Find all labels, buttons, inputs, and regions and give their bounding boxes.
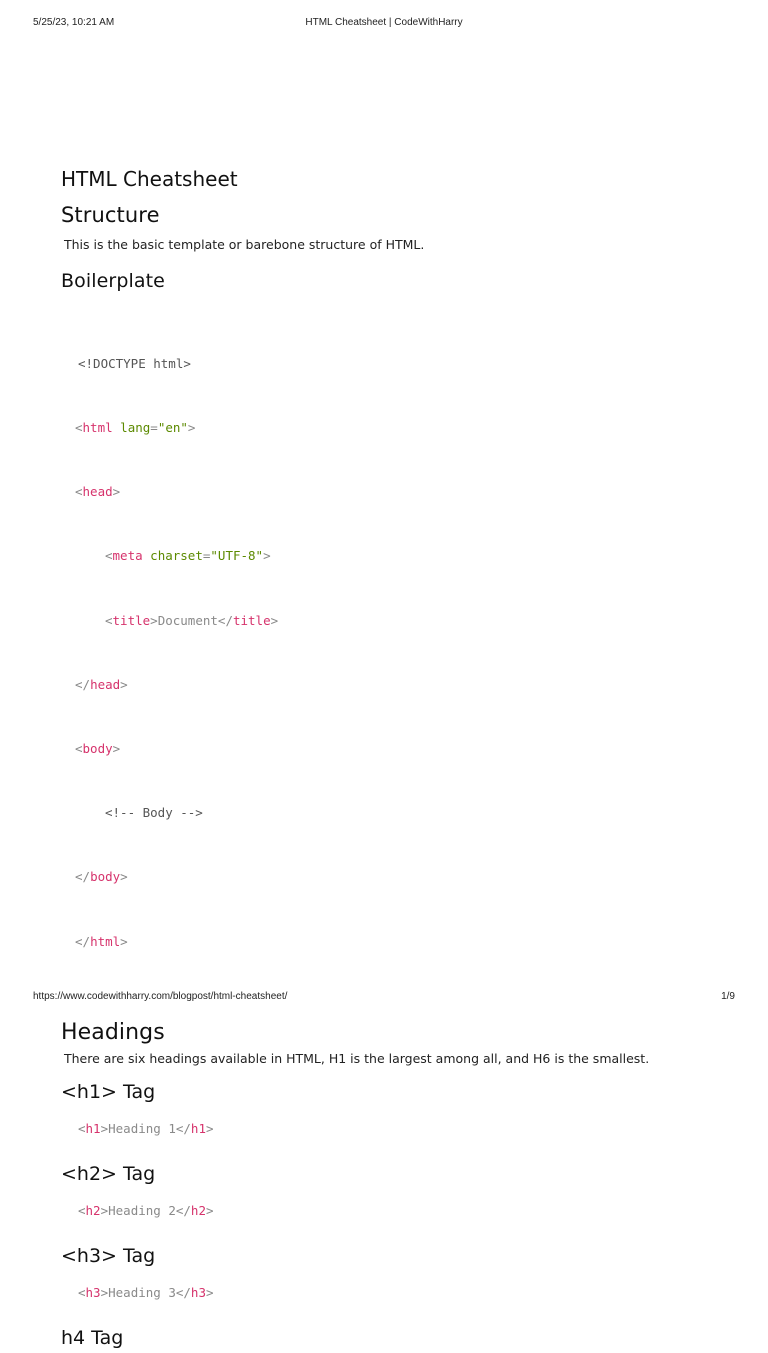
code-tag: html [82, 420, 113, 436]
print-page-title: HTML Cheatsheet | CodeWithHarry [305, 17, 463, 28]
code-attr-value: "UTF-8" [210, 548, 264, 564]
h2-code-example: <h2>Heading 2</h2> [78, 1202, 214, 1218]
structure-description: This is the basic template or barebone structure of HTML. [64, 237, 425, 252]
boilerplate-heading: Boilerplate [61, 270, 165, 292]
code-tag: title [112, 612, 151, 628]
h1-tag-heading: <h1> Tag [61, 1080, 156, 1103]
code-text: Heading 1 [108, 1120, 176, 1136]
code-tag: h3 [85, 1284, 101, 1300]
h2-tag-heading: <h2> Tag [61, 1162, 156, 1185]
code-text: Heading 2 [108, 1202, 176, 1218]
code-text: Heading 3 [108, 1284, 176, 1300]
article-content [61, 164, 721, 1353]
code-tag: body [82, 741, 113, 757]
code-tag: h1 [85, 1120, 101, 1136]
structure-heading: Structure [61, 203, 160, 227]
print-header [0, 17, 768, 33]
code-comment: <!-- Body --> [105, 805, 203, 821]
code-line: <meta charset="UTF-8"> [105, 548, 271, 564]
code-line [75, 353, 721, 374]
code-line: <head> [75, 484, 121, 500]
code-tag: h2 [190, 1202, 206, 1218]
code-line: <html lang="en"> [75, 420, 196, 436]
boilerplate-code-block [61, 310, 721, 995]
h4-tag-heading: h4 Tag [61, 1326, 124, 1349]
code-tag: meta [112, 548, 143, 564]
code-tag: head [90, 676, 121, 692]
code-tag: head [82, 484, 113, 500]
code-line: <body> [75, 741, 121, 757]
code-line: </html> [75, 933, 128, 949]
code-line: </body> [75, 869, 128, 885]
headings-description: There are six headings available in HTML, H1 is the largest among all, and H6 is the smallest. [64, 1050, 650, 1066]
h1-code-example: <h1>Heading 1</h1> [78, 1120, 214, 1136]
h3-tag-heading: <h3> Tag [61, 1244, 156, 1267]
print-page-number: 1/9 [721, 991, 735, 1002]
code-doctype: <!DOCTYPE html> [78, 355, 191, 371]
code-line: <title>Document</title> [105, 612, 279, 628]
code-attr: lang [120, 420, 151, 436]
code-attr-value: "en" [157, 420, 188, 436]
print-url: https://www.codewithharry.com/blogpost/html-cheatsheet/ [33, 991, 288, 1002]
code-line: </head> [75, 676, 128, 692]
print-footer [0, 991, 768, 1007]
code-tag: h2 [85, 1202, 101, 1218]
code-line [75, 802, 721, 823]
h3-code-example: <h3>Heading 3</h3> [78, 1284, 214, 1300]
print-datetime: 5/25/23, 10:21 AM [33, 17, 115, 28]
code-attr: charset [150, 548, 203, 564]
code-tag: title [232, 612, 271, 628]
code-tag: html [90, 933, 121, 949]
code-tag: body [90, 869, 121, 885]
page-title: HTML Cheatsheet [61, 167, 238, 191]
code-tag: h3 [190, 1284, 206, 1300]
code-tag: h1 [190, 1120, 206, 1136]
code-text: Document [157, 612, 218, 628]
headings-heading: Headings [61, 1019, 165, 1045]
